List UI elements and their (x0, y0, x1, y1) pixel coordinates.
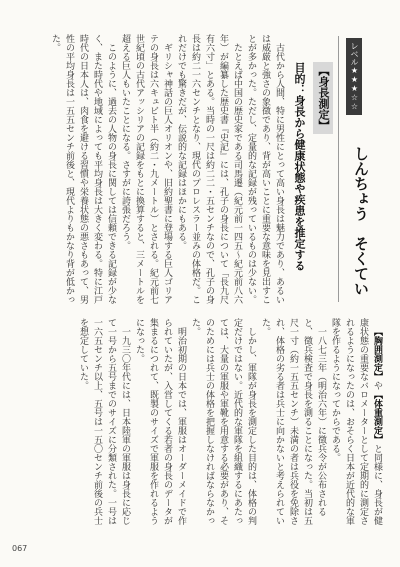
term-chest-measurement: 【胸囲測定】 (372, 327, 382, 381)
purpose-line: 目的：身長から健康状態や疾患を推定する (293, 62, 306, 271)
heading-divider (338, 36, 339, 302)
page-title: しんちょう そくてい (352, 146, 370, 296)
upper-body-text (28, 34, 286, 306)
paragraph: 明治初期の日本では、軍服はオーダーメイドで作られていたが、入営してくる若者の身長のデータが集まるにつれて、既製のサイズで軍服を作れるようになった。 (134, 318, 186, 525)
paragraph: しかし、軍隊が身長を測定した目的は、体格の判定だけではない。近代的な軍隊を組織するにあたっては、大量の軍服や軍靴を用意する必要があり、そのためには兵士の体格を把握しなければならなかった。 (190, 318, 256, 525)
paragraph: このように、過去の人物の身長に関しては信頼できる記録が少なく、また時代や地域によっても平均身長は大きく変わる。特に江戸時代の日本人は、肉食を避ける習慣や栄養状態の悪さもあって、男性の平均身長は一五五センチ前後と、現代よりもかなり背が低かった。 (50, 34, 116, 304)
page-number: 067 (12, 544, 28, 553)
level-badge: レベル★★★☆☆ (346, 38, 362, 115)
lower-body-text (28, 318, 384, 532)
paragraph: 一九三〇年代には、日本陸軍の軍服は身長に応じて一号から五号までのサイズに分類された。一号は一六五センチ以上、五号は一五〇センチ前後の兵士を想定していた。 (78, 318, 130, 525)
paragraph-text: と同様に、身長が健康状態の重要なバロメーターとして定期的に測定されるようになったのは、おそらく日本が近代的な軍隊を作るようになってからである。 (330, 318, 382, 525)
paragraph: たとえば中国の歴史家である司馬遷（紀元前一四五〜紀元前八六年）が編纂した歴史書『史記』には、孔子の身長について「長九尺有六寸」とある。当時の一尺は約二二・五センチなので、孔子の身長は約二一六センチとなり、現代のプロレスラー並みの体格だ。これだけでも驚きだが、伝説的な記録はほかにもある。 (176, 34, 242, 304)
category-label: 【身長測定】 (313, 62, 333, 134)
paragraph: ギリシャ神話の巨人オリオンや、旧約聖書に登場する巨人ゴリアテの身長は六キュビト半（約二・九メートル）とされる。紀元前七世紀頃の古代アッシリアの記録をもとに換算すると、三メートルを超える巨人もいたことになる。さすがに誇張だろう。 (120, 34, 172, 304)
term-joiner: や (372, 381, 382, 390)
paragraph: 古代から人間、特に男性にとって高い身長は魅力であり、あるいは威厳と強さの象徴であり、背が高いことに重要な意味を見出すことが多かった。ただし、定量的な記録が残っているものは少ない。 (246, 34, 284, 304)
term-weight-measurement: 【体重測定】 (372, 390, 382, 444)
paragraph (328, 318, 384, 532)
paragraph: 一八七三年（明治六年）に徴兵令が公布されると、徴兵検査で身長を測ることになった。当初は五尺一寸（約一五五センチ）未満の者は兵役を免除され、体格の劣る者は兵士に向かないと考えられていた。 (260, 318, 326, 525)
